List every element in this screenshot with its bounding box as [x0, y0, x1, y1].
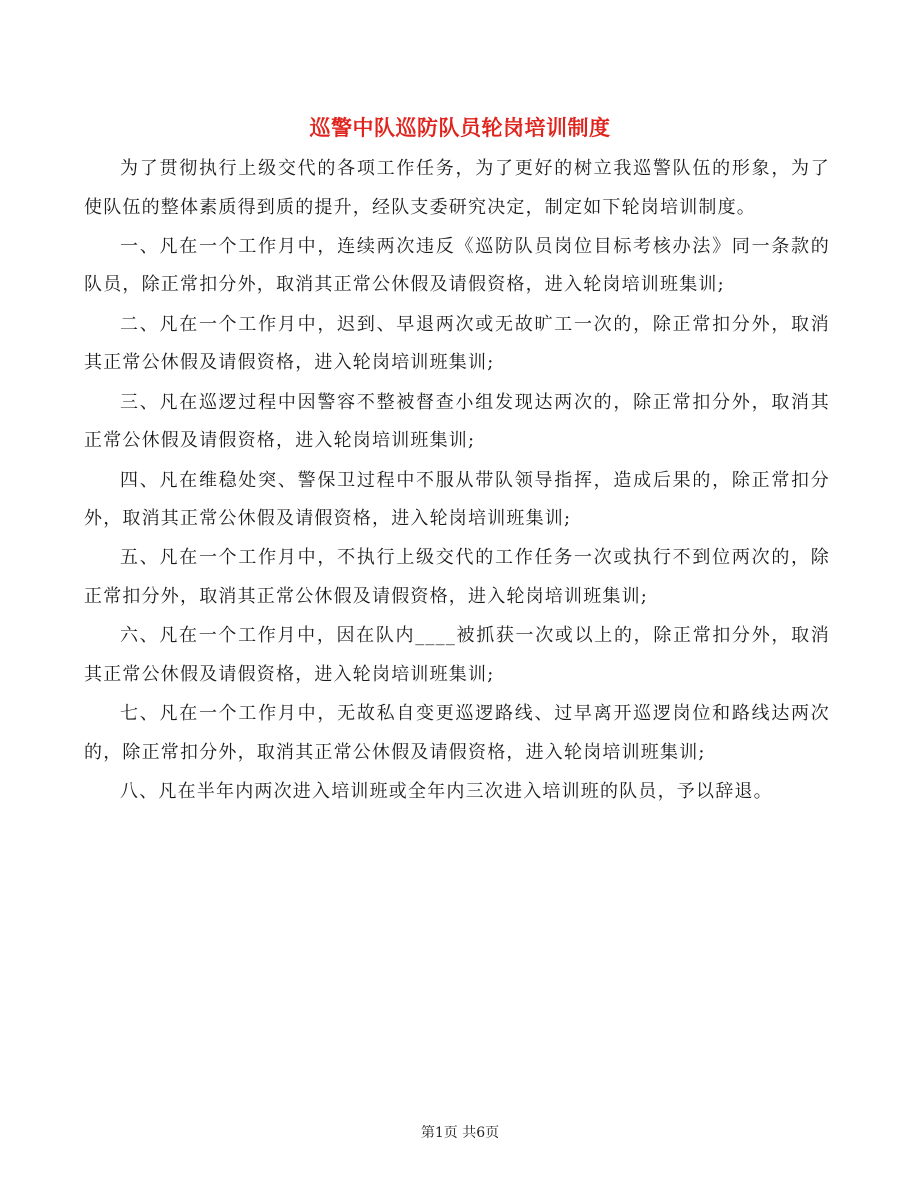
rule-paragraph-6: 六、凡在一个工作月中，因在队内____被抓获一次或以上的，除正常扣分外，取消其正常公休假及请假资格，进入轮岗培训班集训;	[84, 625, 830, 685]
rule-paragraph-5: 五、凡在一个工作月中，不执行上级交代的工作任务一次或执行不到位两次的，除正常扣分外，取消其正常公休假及请假资格，进入轮岗培训班集训;	[84, 547, 830, 607]
rule-paragraph-1: 一、凡在一个工作月中，连续两次违反《巡防队员岗位目标考核办法》同一条款的队员，除正常扣分外，取消其正常公休假及请假资格，进入轮岗培训班集训;	[84, 235, 830, 296]
rule-paragraph-8: 八、凡在半年内两次进入培训班或全年内三次进入培训班的队员，予以辞退。	[120, 781, 773, 803]
rule-paragraph-4: 四、凡在维稳处突、警保卫过程中不服从带队领导指挥，造成后果的，除正常扣分外，取消其正常公休假及请假资格，进入轮岗培训班集训;	[84, 469, 830, 530]
document-title: 巡警中队巡防队员轮岗培训制度	[309, 115, 611, 140]
page-number-footer: 第1页 共6页	[420, 1125, 500, 1141]
intro-paragraph: 为了贯彻执行上级交代的各项工作任务，为了更好的树立我巡警队伍的形象，为了使队伍的整体素质得到质的提升，经队支委研究决定，制定如下轮岗培训制度。	[84, 158, 830, 218]
rule-paragraph-7: 七、凡在一个工作月中，无故私自变更巡逻路线、过早离开巡逻岗位和路线达两次的，除正常扣分外，取消其正常公休假及请假资格，进入轮岗培训班集训;	[84, 703, 830, 763]
document-body	[84, 150, 830, 812]
rule-paragraph-2: 二、凡在一个工作月中，迟到、早退两次或无故旷工一次的，除正常扣分外，取消其正常公休假及请假资格，进入轮岗培训班集训;	[84, 313, 830, 374]
rule-paragraph-3: 三、凡在巡逻过程中因警容不整被督查小组发现达两次的，除正常扣分外，取消其正常公休假及请假资格，进入轮岗培训班集训;	[84, 391, 830, 452]
